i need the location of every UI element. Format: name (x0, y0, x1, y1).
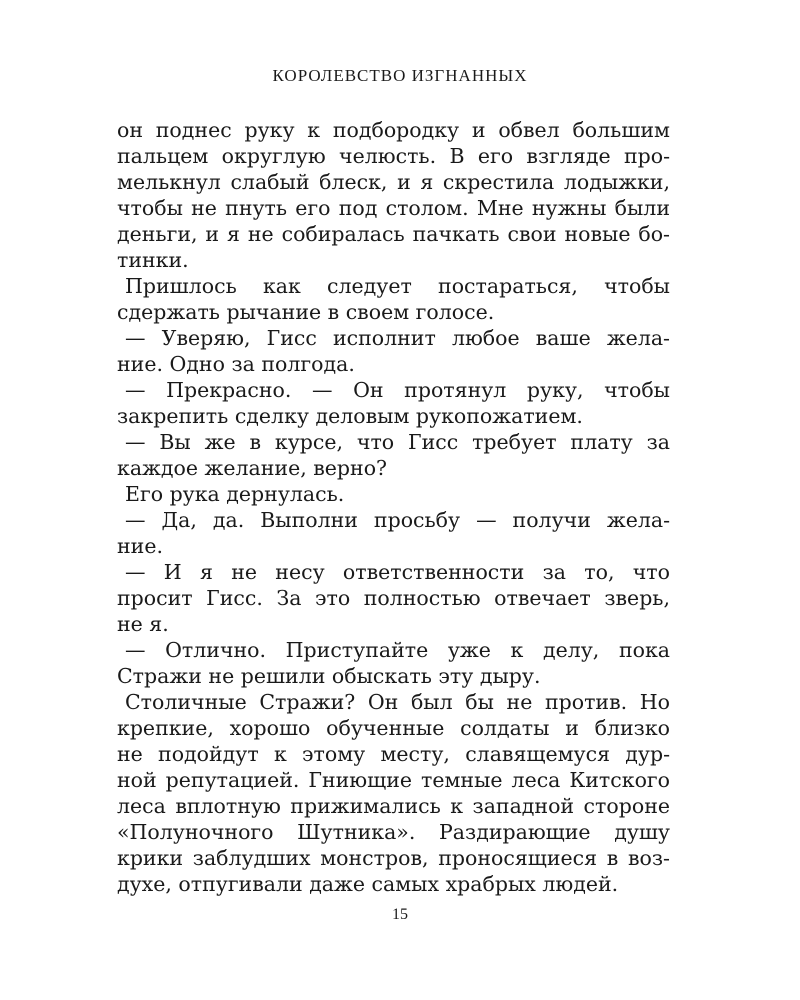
text-line: чтобы не пнуть его под столом. Мне нужны были (117, 196, 670, 220)
text-line: не я. (117, 612, 169, 636)
text-line: крепкие, хорошо обученные солдаты и близко (117, 716, 670, 740)
text-line: он поднес руку к подбородку и обвел большим (117, 118, 670, 142)
text-line: — Да, да. Выполни просьбу — получи жела- (125, 508, 670, 532)
text-line: ной репутацией. Гниющие темные леса Китского (117, 768, 670, 792)
text-line: тинки. (117, 248, 189, 272)
text-line: деньги, и я не собиралась пачкать свои новые бо- (117, 222, 670, 246)
running-head: КОРОЛЕВСТВО ИЗГНАННЫХ (272, 66, 528, 85)
text-line: духе, отпугивали даже самых храбрых людей. (117, 872, 619, 896)
text-line: — Прекрасно. — Он протянул руку, чтобы (125, 378, 670, 402)
text-line: закрепить сделку деловым рукопожатием. (117, 404, 583, 428)
text-line: — Уверяю, Гисс исполнит любое ваше жела- (125, 326, 670, 350)
text-line: не подойдут к этому месту, славящемуся дур- (117, 742, 670, 766)
text-line: сдержать рычание в своем голосе. (117, 300, 495, 324)
text-line: — И я не несу ответственности за то, что (125, 560, 670, 584)
text-line: Столичные Стражи? Он был бы не против. Но (125, 690, 670, 714)
text-line: пальцем округлую челюсть. В его взгляде про- (117, 144, 670, 168)
text-line: «Полуночного Шутника». Раздирающие душу (117, 820, 670, 844)
text-line: мелькнул слабый блеск, и я скрестила лодыжки, (117, 170, 670, 194)
text-line: Его рука дернулась. (125, 482, 345, 506)
text-line: ние. Одно за полгода. (117, 352, 355, 376)
body-text (117, 117, 670, 897)
text-line: крики заблудших монстров, проносящиеся в воз- (117, 846, 670, 870)
text-line: просит Гисс. За это полностью отвечает зверь, (117, 586, 670, 610)
text-line: леса вплотную прижимались к западной стороне (117, 794, 670, 818)
text-line: каждое желание, верно? (117, 456, 388, 480)
text-line: ние. (117, 534, 163, 558)
text-line: — Отлично. Приступайте уже к делу, пока (125, 638, 670, 662)
text-line: Стражи не решили обыскать эту дыру. (117, 664, 541, 688)
text-line: Пришлось как следует постараться, чтобы (125, 274, 670, 298)
text-line: — Вы же в курсе, что Гисс требует плату за (125, 430, 670, 454)
page-number: 15 (392, 906, 408, 923)
